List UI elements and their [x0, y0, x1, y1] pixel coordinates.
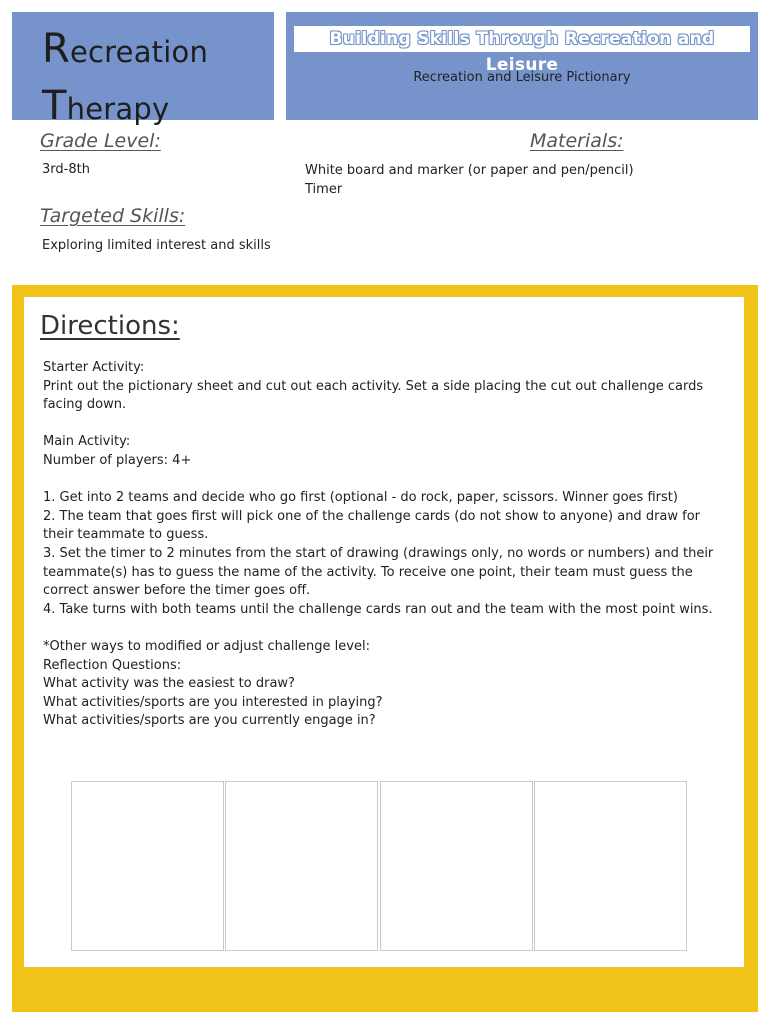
materials-label: Materials:	[530, 130, 624, 152]
step-item: 4. Take turns with both teams until the challenge cards ran out and the team with the most point wins.	[43, 601, 713, 617]
challenge-card	[534, 781, 687, 951]
directions-content	[43, 359, 723, 731]
directions-title: Directions:	[40, 311, 180, 341]
reflection-heading: Reflection Questions:	[43, 657, 182, 673]
main-heading: Main Activity:	[43, 434, 131, 450]
activity-subtitle: Recreation and Leisure Pictionary	[413, 70, 631, 85]
step-item: 3. Set the timer to 2 minutes from the start of drawing (drawings only, no words or numbers) and their teammate(s) has to guess the name of the activity. To receive one point, their team must guess the correct answer before the timer goes off.	[43, 545, 714, 599]
directions-card	[24, 297, 744, 967]
materials-item: Timer	[305, 182, 343, 197]
players-count: Number of players: 4+	[43, 452, 192, 468]
other-ways-note: *Other ways to modified or adjust challenge level:	[43, 638, 370, 654]
reflection-question: What activities/sports are you interested in playing?	[43, 694, 383, 710]
reflection-question: What activities/sports are you currently engage in?	[43, 713, 376, 729]
reflection-question: What activity was the easiest to draw?	[43, 676, 295, 692]
materials-item: White board and marker (or paper and pen/pencil)	[305, 163, 634, 178]
grade-level-label: Grade Level:	[40, 130, 161, 152]
grade-level-value: 3rd-8th	[42, 162, 90, 177]
starter-text: Print out the pictionary sheet and cut out each activity. Set a side placing the cut out challenge cards facing down.	[43, 378, 704, 413]
challenge-cards	[71, 781, 691, 951]
targeted-skills-label: Targeted Skills:	[40, 205, 186, 227]
challenge-card	[71, 781, 224, 951]
challenge-card	[225, 781, 378, 951]
step-item: 2. The team that goes first will pick one of the challenge cards (do not show to anyone) and draw for their teammate to guess.	[43, 508, 701, 543]
title-block	[12, 12, 274, 129]
challenge-card	[380, 781, 533, 951]
step-item: 1. Get into 2 teams and decide who go first (optional - do rock, paper, scissors. Winner goes first)	[43, 490, 678, 506]
starter-heading: Starter Activity:	[43, 360, 145, 375]
header-block	[286, 12, 758, 120]
title-line-therapy: Therapy	[42, 83, 170, 129]
directions-frame	[12, 285, 758, 1012]
header-banner: Building Skills Through Recreation and Leisure	[294, 26, 750, 52]
title-line-recreation: Recreation	[42, 26, 209, 72]
targeted-skills-value: Exploring limited interest and skills	[42, 238, 271, 253]
